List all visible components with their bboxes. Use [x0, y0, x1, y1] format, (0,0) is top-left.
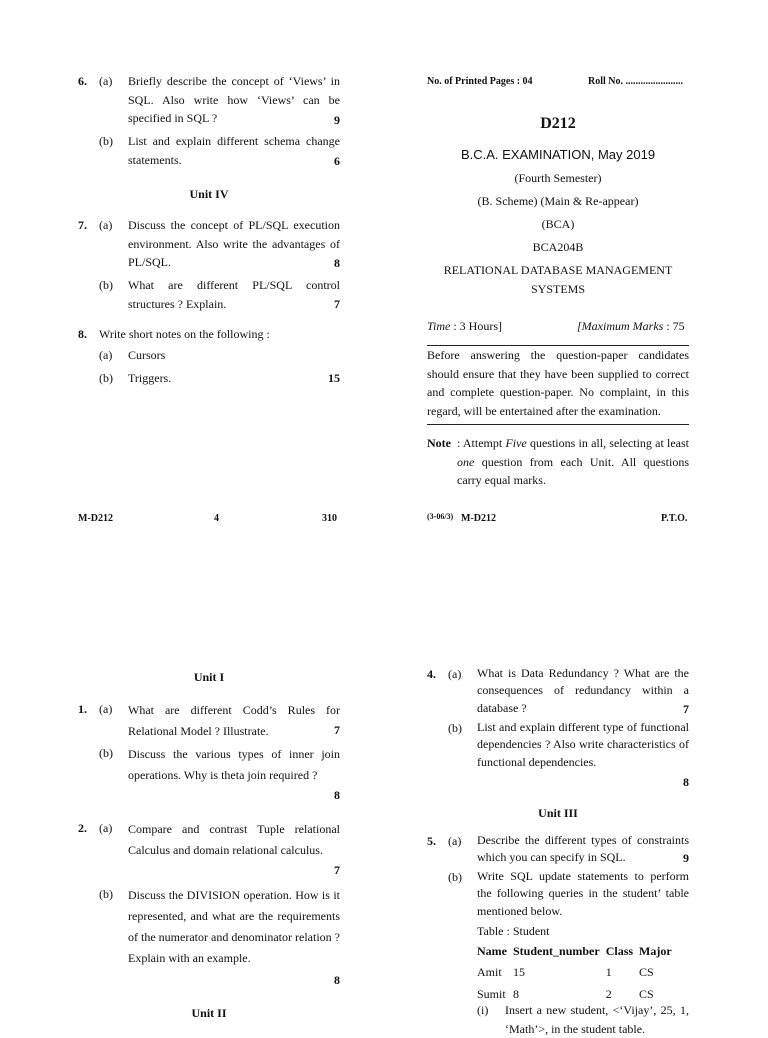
- q7b-text: What are different PL/SQL control structures ? Explain.: [128, 278, 340, 311]
- table-header-cell: Class: [605, 944, 634, 958]
- q8b-text: Triggers.: [128, 371, 172, 385]
- q6a-text: Briefly describe the concept of ‘Views’ in SQL. Also write how ‘Views’ can be specified in SQL ?: [128, 74, 340, 126]
- q7b-label: (b): [99, 278, 113, 292]
- q2-number: 2.: [78, 821, 87, 835]
- q5b-i-text: Insert a new student, <‘Vijay’, 25, 1, ‘Math’>, in the student table.: [505, 1003, 689, 1036]
- time-label: Time: [427, 319, 451, 333]
- q4b-text: List and explain different type of functional dependencies ? Also write characteristics of functional dependencies.: [477, 720, 689, 769]
- table-cell: Sumit: [477, 987, 506, 1002]
- max-marks-label: [Maximum Marks: [577, 319, 664, 333]
- table-caption: Table : Student: [477, 924, 550, 938]
- q4a-label: (a): [448, 667, 462, 681]
- q2a-text: Compare and contrast Tuple relational Calculus and domain relational calculus.: [128, 822, 340, 857]
- q6b-text: List and explain different schema change statements.: [128, 134, 340, 167]
- table-header-row: [477, 941, 678, 962]
- q6b-marks: 6: [334, 154, 340, 168]
- q8-text: Write short notes on the following :: [99, 327, 270, 341]
- subject: RELATIONAL DATABASE MANAGEMENT SYSTEMS: [443, 263, 673, 297]
- q7a-marks: 8: [334, 256, 340, 270]
- q2b-text: Discuss the DIVISION operation. How is it represented, and what are the requirements of the numerator and denominator relation ? Explain with an example.: [128, 888, 340, 965]
- q1a-text: What are different Codd’s Rules for Relational Model ? Illustrate.: [128, 703, 340, 738]
- q6b-label: (b): [99, 134, 113, 148]
- student-table: [477, 941, 678, 1006]
- q1a-label: (a): [99, 702, 113, 716]
- footer-right: 310: [322, 513, 337, 524]
- q6-number: 6.: [78, 74, 87, 88]
- q4a-text: What is Data Redundancy ? What are the consequences of redundancy within a database ?: [477, 666, 689, 715]
- q4-number: 4.: [427, 667, 436, 681]
- table-cell: 15: [513, 965, 525, 980]
- q5b-i-label: (i): [477, 1003, 489, 1017]
- q7-number: 7.: [78, 218, 87, 232]
- q2b-label: (b): [99, 887, 113, 901]
- q1a-marks: 7: [334, 723, 340, 737]
- q4a-marks: 7: [683, 702, 689, 716]
- note-text-part: questions in all, selecting at least: [526, 436, 690, 450]
- semester: (Fourth Semester): [514, 171, 602, 185]
- instructions-rule-bottom: [427, 424, 689, 425]
- unit-iii-heading: Unit III: [538, 806, 578, 820]
- table-header-cell: Student_number: [513, 944, 600, 958]
- table-cell: CS: [639, 965, 654, 980]
- unit-i-heading: Unit I: [193, 670, 225, 684]
- table-cell: 8: [513, 987, 519, 1002]
- note-emphasis: one: [457, 454, 475, 469]
- q8b-label: (b): [99, 371, 113, 385]
- exam-title: B.C.A. EXAMINATION, May 2019: [460, 147, 656, 162]
- q7b-marks: 7: [334, 297, 340, 311]
- table-header-cell: Name: [477, 944, 507, 958]
- max-marks-value: : 75: [666, 319, 685, 333]
- paper-code: BCA204B: [532, 240, 584, 254]
- footer-pto: P.T.O.: [661, 513, 688, 524]
- table-cell: CS: [639, 987, 654, 1002]
- paper-code-title: D212: [540, 115, 576, 132]
- time-line: [427, 317, 502, 336]
- unit-iv-heading: Unit IV: [189, 187, 229, 201]
- q1b-text: Discuss the various types of inner join operations. Why is theta join required ?: [128, 747, 340, 782]
- q5-number: 5.: [427, 834, 436, 848]
- q6a-marks: 9: [334, 113, 340, 127]
- q2a-marks: 7: [334, 863, 340, 877]
- table-header-cell: Major: [639, 944, 672, 958]
- q2a-label: (a): [99, 821, 113, 835]
- max-marks-line: [577, 317, 685, 336]
- note-text: [457, 434, 689, 490]
- q5a-text: Describe the different types of constraints which you can specify in SQL.: [477, 833, 689, 865]
- q5a-label: (a): [448, 834, 462, 848]
- table-row: [477, 962, 678, 984]
- table-cell: Amit: [477, 965, 502, 980]
- note-emphasis: Five: [505, 436, 527, 450]
- footer-code: (3-06/3): [427, 512, 454, 521]
- q8a-text: Cursors: [128, 348, 166, 362]
- table-cell: 1: [605, 965, 612, 980]
- table-cell: 2: [605, 987, 612, 1002]
- q2b-marks: 8: [334, 973, 340, 987]
- note-label: Note: [427, 436, 451, 450]
- roll-no: Roll No. .......................: [588, 76, 683, 87]
- course: (BCA): [541, 217, 575, 231]
- q8-marks: 15: [328, 371, 340, 385]
- q5b-text: Write SQL update statements to perform the following queries in the student’ table mentioned below.: [477, 869, 689, 918]
- instructions: Before answering the question-paper candidates should ensure that they have been supplied to correct and complete question-paper. No complaint, in this regard, will be entertained after the examination.: [427, 348, 689, 418]
- q7a-label: (a): [99, 218, 113, 232]
- unit-ii-heading: Unit II: [191, 1006, 227, 1020]
- q8-number: 8.: [78, 327, 87, 341]
- note-text-part: question from each Unit. All questions carry equal marks.: [457, 454, 689, 488]
- q5b-label: (b): [448, 870, 462, 884]
- time-value: : 3 Hours]: [453, 319, 503, 333]
- q7a-text: Discuss the concept of PL/SQL execution environment. Also write the advantages of PL/SQL.: [128, 218, 340, 270]
- footer-page-number: 4: [214, 513, 219, 524]
- q1b-marks: 8: [334, 788, 340, 802]
- q1b-label: (b): [99, 746, 113, 760]
- q6a-label: (a): [99, 74, 113, 88]
- q1-number: 1.: [78, 702, 87, 716]
- footer-left: M-D212: [78, 513, 113, 524]
- footer-left: M-D212: [461, 513, 496, 524]
- scheme: (B. Scheme) (Main & Re-appear): [477, 194, 639, 208]
- printed-pages: No. of Printed Pages : 04: [427, 76, 533, 87]
- q4b-label: (b): [448, 721, 462, 735]
- q4b-marks: 8: [683, 775, 689, 789]
- note-text-part: : Attempt: [457, 436, 506, 450]
- q8a-label: (a): [99, 348, 113, 362]
- q5a-marks: 9: [683, 851, 689, 865]
